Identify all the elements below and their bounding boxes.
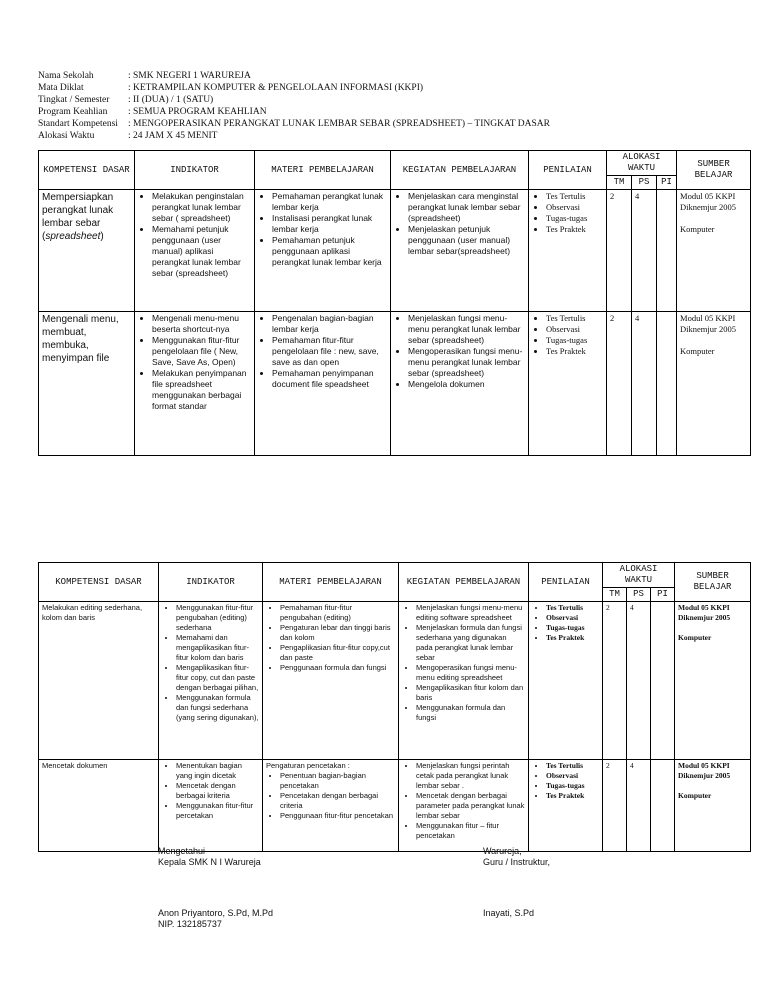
col-ps: PS: [632, 176, 657, 190]
header-row: Standart Kompetensi : MENGOPERASIKAN PERANGKAT LUNAK LEMBAR SEBAR (SPREADSHEET) – TINGKAT DASAR: [38, 119, 550, 129]
syllabus-table-1: [38, 150, 751, 456]
indikator-cell: • Mengenali menu-menu beserta shortcut-nya • Menggunakan fitur-fitur pengelolaan file ( New, Save, Save As, Open) • Melakukan penyimpanan file spreadsheet menggunakan berbagai format standar: [135, 312, 255, 456]
sumber-cell: Modul 05 KKPI Diknemjur 2005 Komputer: [675, 760, 751, 852]
col-sumber: SUMBER BELAJAR: [677, 151, 751, 190]
col-penilaian: PENILAIAN: [529, 563, 603, 602]
tm-cell: 2: [603, 760, 627, 852]
kegiatan-cell: • Menjelaskan fungsi menu-menu perangkat lunak lembar sebar (spreadsheet) • Mengoperasikan fungsi menu-menu perangkat lunak lembar sebar (spreadsheet) • Mengelola dokumen: [391, 312, 529, 456]
header-row: Nama Sekolah : SMK NEGERI 1 WARUREJA: [38, 71, 251, 81]
header-row: Mata Diklat : KETRAMPILAN KOMPUTER & PENGELOLAAN INFORMASI (KKPI): [38, 83, 424, 93]
kd-cell: Mencetak dokumen: [39, 760, 159, 852]
col-penilaian: PENILAIAN: [529, 151, 607, 190]
materi-cell: • Pemahaman perangkat lunak lembar kerja • Instalisasi perangkat lunak lembar kerja • Pemahaman petunjuk penggunaan aplikasi perangkat lunak lembar kerja: [255, 190, 391, 312]
sumber-cell: Modul 05 KKPI Diknemjur 2005 Komputer: [677, 190, 751, 312]
kd-cell: Mengenali menu, membuat, membuka, menyimpan file: [39, 312, 135, 456]
col-indikator: INDIKATOR: [135, 151, 255, 190]
sumber-cell: Modul 05 KKPI Diknemjur 2005 Komputer: [677, 312, 751, 456]
indikator-cell: • Menggunakan fitur-fitur pengubahan (editing) sederhana • Memahami dan mengaplikasikan fitur-fitur kolom dan baris • Mengaplikasikan fitur-fitur copy, cut dan paste dengan berbagai pilihan, • Menggunakan formula dan fungsi sederhana (yang sering digunakan),: [159, 602, 263, 760]
col-materi: MATERI PEMBELAJARAN: [263, 563, 399, 602]
tm-cell: 2: [607, 190, 632, 312]
table-row: [39, 760, 751, 852]
document-header: [38, 70, 550, 142]
header-row: Alokasi Waktu : 24 JAM X 45 MENIT: [38, 131, 218, 141]
table-row: [39, 312, 751, 456]
indikator-cell: • Menentukan bagian yang ingin dicetak • Mencetak dengan berbagai kriteria • Menggunakan fitur-fitur percetakan: [159, 760, 263, 852]
signature-left-name: Anon Priyantoro, S.Pd, M.Pd NIP. 132185737: [158, 908, 274, 929]
col-kegiatan: KEGIATAN PEMBELAJARAN: [399, 563, 529, 602]
kd-cell: Melakukan editing sederhana, kolom dan baris: [39, 602, 159, 760]
indikator-cell: • Melakukan penginstalan perangkat lunak lembar sebar ( spreadsheet) • Memahami petunjuk penggunaan (user manual) aplikasi perangkat lunak lembar sebar (spreadsheet): [135, 190, 255, 312]
table-row: [39, 602, 751, 760]
col-pi: PI: [657, 176, 677, 190]
materi-cell: • Pemahaman fitur-fitur pengubahan (editing) • Pengaturan lebar dan tinggi baris dan kolom • Pengaplikasian fitur-fitur copy,cut dan paste • Penggunaan formula dan fungsi: [263, 602, 399, 760]
signature-right: Warureja, Guru / Instruktur,: [483, 846, 551, 867]
ps-cell: 4: [632, 190, 657, 312]
col-tm: TM: [603, 588, 627, 602]
col-kd: KOMPETENSI DASAR: [39, 563, 159, 602]
header-row: Tingkat / Semester : II (DUA) / 1 (SATU): [38, 95, 214, 105]
col-materi: MATERI PEMBELAJARAN: [255, 151, 391, 190]
pi-cell: [657, 190, 677, 312]
col-tm: TM: [607, 176, 632, 190]
penilaian-cell: • Tes Tertulis • Observasi • Tugas-tugas • Tes Praktek: [529, 190, 607, 312]
pi-cell: [651, 602, 675, 760]
ps-cell: 4: [632, 312, 657, 456]
tm-cell: 2: [603, 602, 627, 760]
penilaian-cell: • Tes Tertulis • Observasi • Tugas-tugas • Tes Praktek: [529, 602, 603, 760]
col-indikator: INDIKATOR: [159, 563, 263, 602]
ps-cell: 4: [627, 602, 651, 760]
kegiatan-cell: • Menjelaskan cara menginstal perangkat lunak lembar sebar (spreadsheet) • Menjelaskan petunjuk penggunaan (user manual) lembar sebar(spreadsheet): [391, 190, 529, 312]
col-pi: PI: [651, 588, 675, 602]
signature-left: Mengetahui Kepala SMK N I Warureja: [158, 846, 261, 867]
penilaian-cell: • Tes Tertulis • Observasi • Tugas-tugas • Tes Praktek: [529, 760, 603, 852]
col-alokasi: ALOKASI WAKTU: [607, 151, 677, 176]
sumber-cell: Modul 05 KKPI Diknemjur 2005 Komputer: [675, 602, 751, 760]
kegiatan-cell: • Menjelaskan fungsi perintah cetak pada perangkat lunak lembar sebar . • Mencetak dengan berbagai parameter pada perangkat lunak lembar sebar • Menggunakan fitur – fitur pencetakan: [399, 760, 529, 852]
col-sumber: SUMBER BELAJAR: [675, 563, 751, 602]
pi-cell: [657, 312, 677, 456]
materi-cell: • Pengenalan bagian-bagian lembar kerja • Pemahaman fitur-fitur pengelolaan file : new, save, save as dan open • Pemahaman penyimpanan document file speadsheet: [255, 312, 391, 456]
header-row: Program Keahlian : SEMUA PROGRAM KEAHLIAN: [38, 107, 267, 117]
materi-cell: Pengaturan pencetakan : • Penentuan bagian-bagian pencetakan • Pencetakan dengan berbagai criteria • Penggunaan fitur-fitur pencetakan: [263, 760, 399, 852]
ps-cell: 4: [627, 760, 651, 852]
col-alokasi: ALOKASI WAKTU: [603, 563, 675, 588]
penilaian-cell: • Tes Tertulis • Observasi • Tugas-tugas • Tes Praktek: [529, 312, 607, 456]
col-kd: KOMPETENSI DASAR: [39, 151, 135, 190]
table-row: [39, 190, 751, 312]
kegiatan-cell: • Menjelaskan fungsi menu-menu editing software spreadsheet • Menjelaskan formula dan fungsi sederhana yang digunakan pada perangkat lunak lembar sebar • Mengoperasikan fungsi menu-menu editing spreadsheet • Mengaplikasikan fitur kolom dan baris • Menggunakan formula dan fungsi: [399, 602, 529, 760]
tm-cell: 2: [607, 312, 632, 456]
pi-cell: [651, 760, 675, 852]
col-kegiatan: KEGIATAN PEMBELAJARAN: [391, 151, 529, 190]
signature-right-name: Inayati, S.Pd: [483, 908, 535, 918]
kd-cell: Mempersiapkan perangkat lunak lembar sebar (spreadsheet): [39, 190, 135, 312]
col-ps: PS: [627, 588, 651, 602]
syllabus-table-2: [38, 562, 751, 852]
